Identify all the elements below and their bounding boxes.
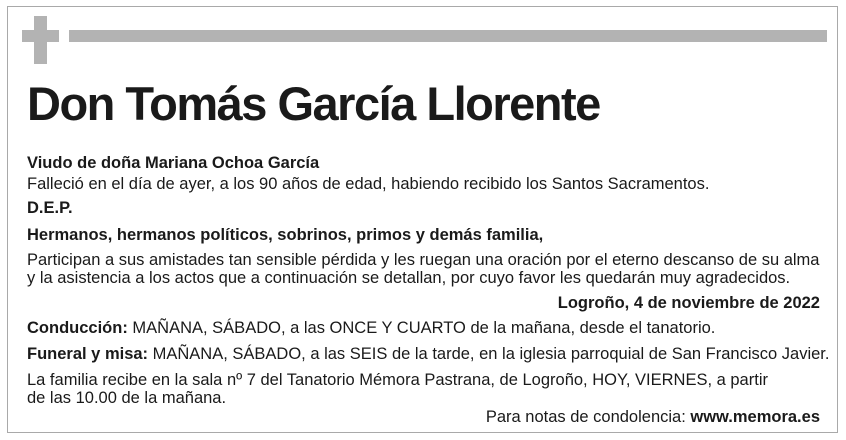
cross-icon-bar <box>22 30 59 42</box>
place-date: Logroño, 4 de noviembre de 2022 <box>557 294 820 312</box>
widow-line: Viudo de doña Mariana Ochoa García <box>27 154 320 172</box>
deceased-name: Don Tomás García Llorente <box>27 77 600 130</box>
family-receives-line-2: de las 10.00 de la mañana. <box>27 389 227 407</box>
obituary-frame <box>7 6 838 433</box>
website-link[interactable]: www.memora.es <box>690 408 820 426</box>
funeral-text: MAÑANA, SÁBADO, a las SEIS de la tarde, en la iglesia parroquial de San Francisco Javier. <box>148 345 830 363</box>
conduction-text: MAÑANA, SÁBADO, a las ONCE Y CUARTO de la mañana, desde el tanatorio. <box>127 319 716 337</box>
message-line-1: Participan a sus amistades tan sensible pérdida y les ruegan una oración por el eterno descanso de su alma <box>27 251 820 269</box>
condolence-label: Para notas de condolencia: <box>485 408 691 426</box>
conduction-line <box>27 318 715 338</box>
family-line: Hermanos, hermanos políticos, sobrinos, primos y demás familia, <box>27 226 544 244</box>
funeral-label: Funeral y misa: <box>27 345 149 363</box>
family-receives-line-1: La familia recibe en la sala nº 7 del Tanatorio Mémora Pastrana, de Logroño, HOY, VIERNES, a partir <box>27 371 768 389</box>
condolence-line <box>486 407 820 427</box>
message-line-2: y la asistencia a los actos que a continuación se detallan, por cuyo favor les quedarán muy agradecidos. <box>27 269 791 287</box>
header-rule <box>69 30 827 42</box>
funeral-line <box>27 344 829 364</box>
death-line: Falleció en el día de ayer, a los 90 años de edad, habiendo recibido los Santos Sacramentos. <box>27 175 710 193</box>
rip-line: D.E.P. <box>27 199 73 217</box>
conduction-label: Conducción: <box>27 319 128 337</box>
